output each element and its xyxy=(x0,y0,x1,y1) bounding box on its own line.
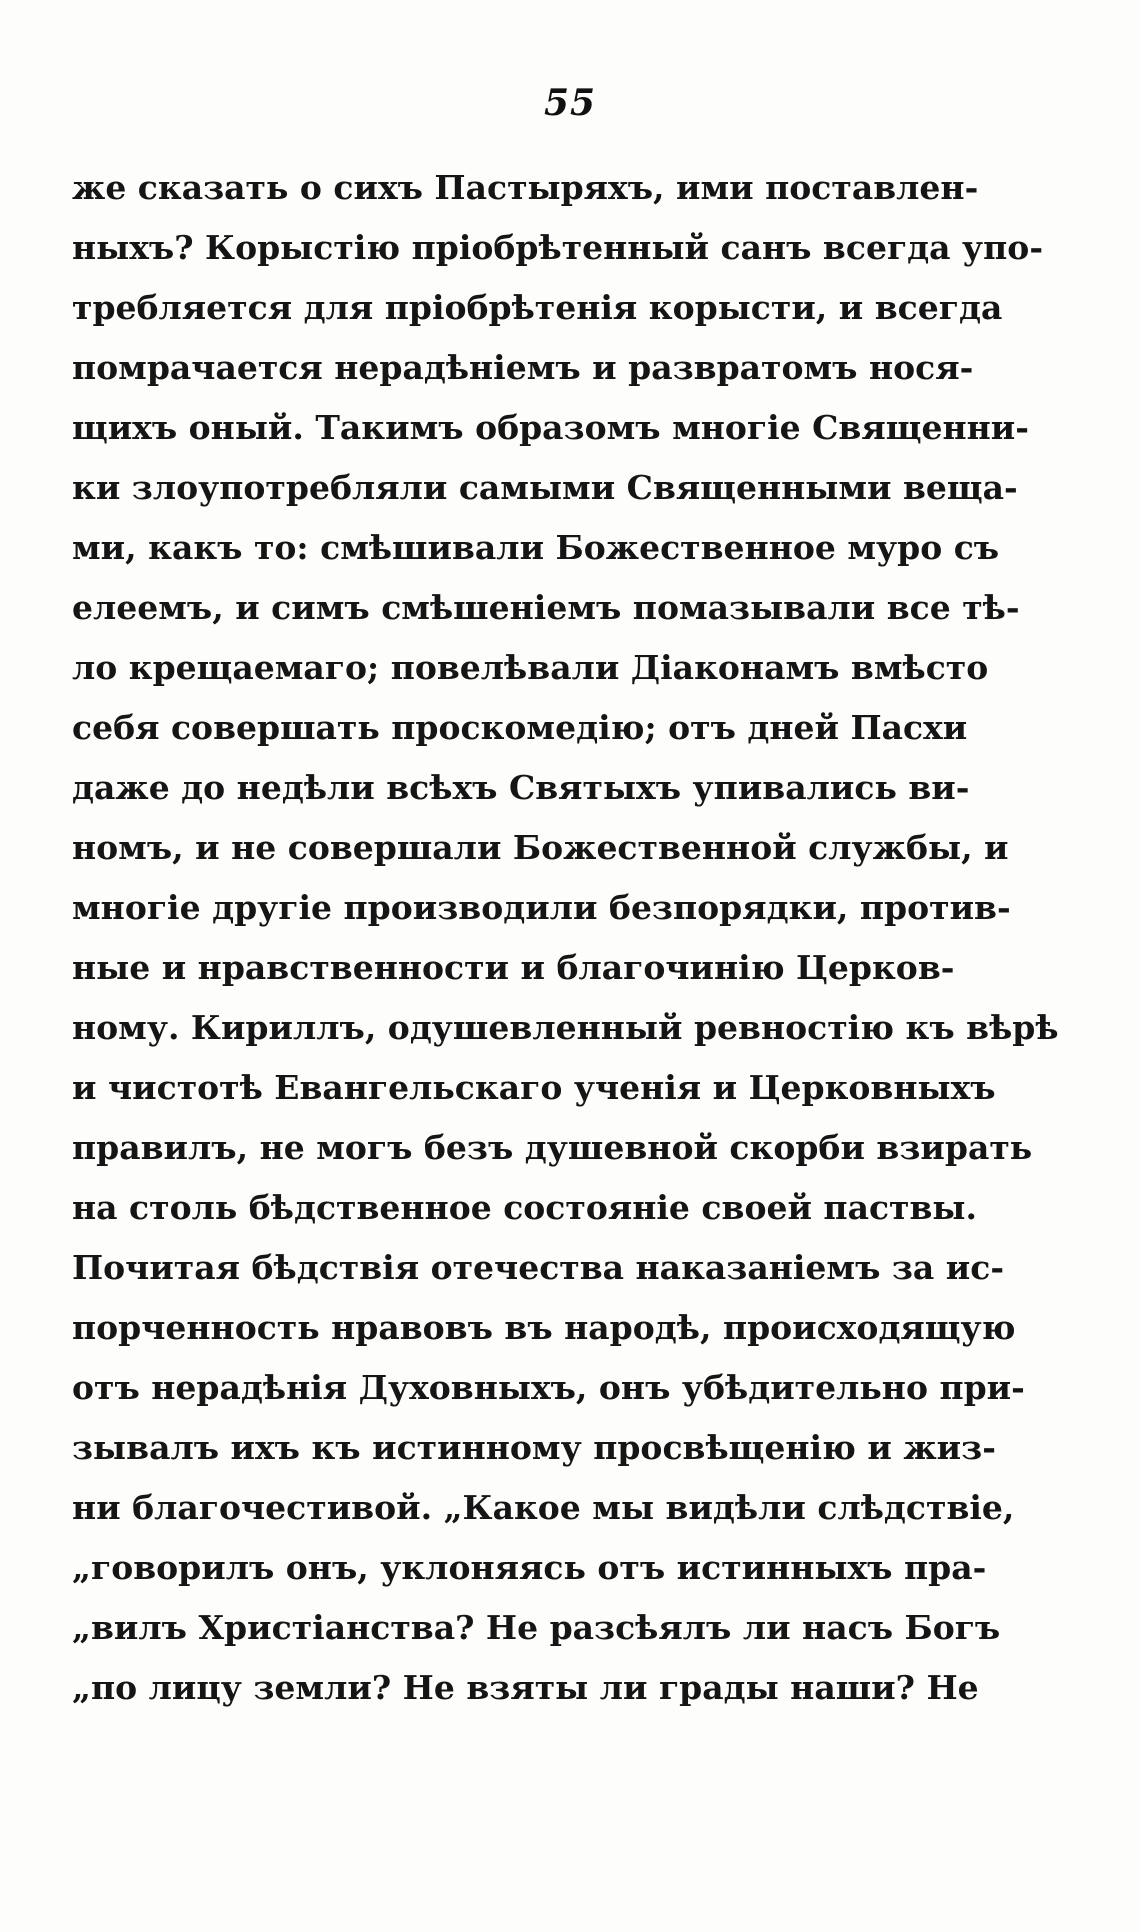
text-line: даже до недѣли всѣхъ Святыхъ упивались ви- xyxy=(72,768,970,807)
text-line: щихъ оный. Такимъ образомъ многіе Священни- xyxy=(72,408,1029,447)
text-line: отъ нерадѣнія Духовныхъ, онъ убѣдительно при- xyxy=(72,1368,1025,1407)
text-line: ми, какъ то: смѣшивали Божественное муро съ xyxy=(72,528,1000,567)
text-line: помрачается нерадѣніемъ и развратомъ нося- xyxy=(72,348,974,387)
text-line: и чистотѣ Евангельскаго ученія и Церковныхъ xyxy=(72,1068,996,1107)
text-line: елеемъ, и симъ смѣшеніемъ помазывали все тѣ- xyxy=(72,588,1020,627)
text-line: порченность нравовъ въ народѣ, происходящую xyxy=(72,1308,1016,1347)
text-line: „вилъ Христіанства? Не разсѣялъ ли насъ Богъ xyxy=(72,1608,1001,1647)
text-line: же сказать о сихъ Пастыряхъ, ими поставлен- xyxy=(72,168,979,207)
body-text xyxy=(72,158,1059,1718)
text-line: себя совершать проскомедію; отъ дней Пасхи xyxy=(72,708,968,747)
text-line: правилъ, не могъ безъ душевной скорби взирать xyxy=(72,1128,1033,1167)
text-line: ло крещаемаго; повелѣвали Діаконамъ вмѣсто xyxy=(72,648,989,687)
text-line: ные и нравственности и благочинію Церков- xyxy=(72,948,955,987)
text-line: зывалъ ихъ къ истинному просвѣщенію и жиз- xyxy=(72,1428,996,1467)
text-line: „говорилъ онъ, уклоняясь отъ истинныхъ пра- xyxy=(72,1548,987,1587)
text-line: ному. Кириллъ, одушевленный ревностію къ вѣрѣ xyxy=(72,1008,1059,1047)
text-line: на столь бѣдственное состояніе своей паствы. xyxy=(72,1188,977,1227)
text-line: требляется для пріобрѣтенія корысти, и всегда xyxy=(72,288,1003,327)
text-line: ки злоупотребляли самыми Священными веща- xyxy=(72,468,1018,507)
page-number: 55 xyxy=(543,82,597,124)
text-line: ни благочестивой. „Какое мы видѣли слѣдствіе, xyxy=(72,1488,1015,1527)
text-line: ныхъ? Корыстію пріобрѣтенный санъ всегда упо- xyxy=(72,228,1044,267)
text-line: номъ, и не совершали Божественной службы, и xyxy=(72,828,1009,867)
text-line: Почитая бѣдствія отечества наказаніемъ за ис- xyxy=(72,1248,1005,1287)
text-line: „по лицу земли? Не взяты ли грады наши? Не xyxy=(72,1668,979,1707)
text-line: многіе другіе производили безпорядки, против- xyxy=(72,888,1011,927)
